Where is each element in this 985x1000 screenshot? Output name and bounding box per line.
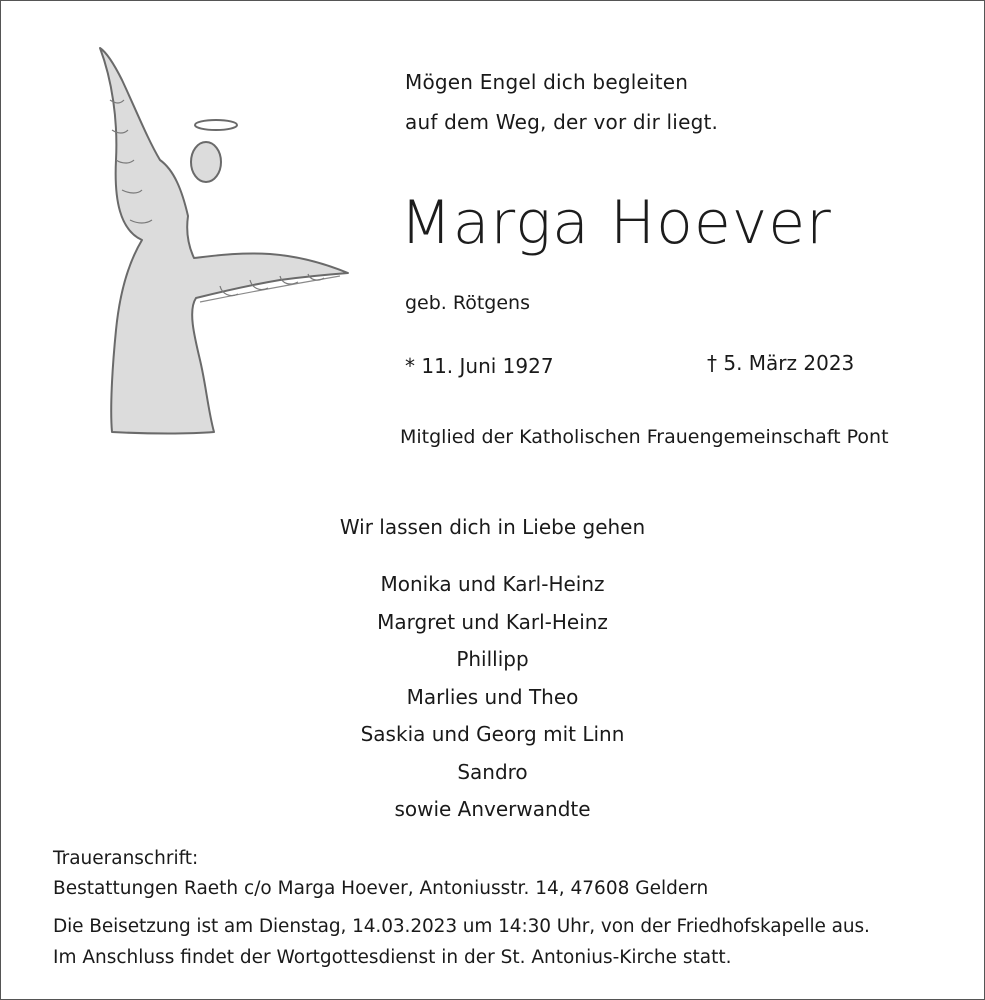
farewell-line: Wir lassen dich in Liebe gehen <box>339 515 646 539</box>
address-label: Traueranschrift: <box>53 848 199 869</box>
list-item: Sandro <box>457 760 528 784</box>
deceased-name: Marga Hoever <box>400 188 832 258</box>
verse-line-2: auf dem Weg, der vor dir liegt. <box>405 110 719 134</box>
angel-icon <box>90 40 360 440</box>
membership: Mitglied der Katholischen Frauengemeinschaft Pont <box>400 426 889 448</box>
list-item: Margret und Karl-Heinz <box>377 610 608 634</box>
address-value: Bestattungen Raeth c/o Marga Hoever, Antoniusstr. 14, 47608 Geldern <box>53 878 709 899</box>
list-item: Saskia und Georg mit Linn <box>360 722 625 746</box>
death-date: † 5. März 2023 <box>707 351 855 375</box>
list-item: Phillipp <box>456 647 529 671</box>
list-item: sowie Anverwandte <box>394 797 591 821</box>
list-item: Marlies und Theo <box>406 685 579 709</box>
birth-date: * 11. Juni 1927 <box>405 354 554 378</box>
list-item: Monika und Karl-Heinz <box>380 572 605 596</box>
service-line-2: Im Anschluss findet der Wortgottesdienst in der St. Antonius-Kirche statt. <box>53 947 732 968</box>
maiden-name: geb. Rötgens <box>405 292 531 314</box>
verse-line-1: Mögen Engel dich begleiten <box>405 70 689 94</box>
service-line-1: Die Beisetzung ist am Dienstag, 14.03.2023 um 14:30 Uhr, von der Friedhofskapelle aus. <box>53 916 870 937</box>
